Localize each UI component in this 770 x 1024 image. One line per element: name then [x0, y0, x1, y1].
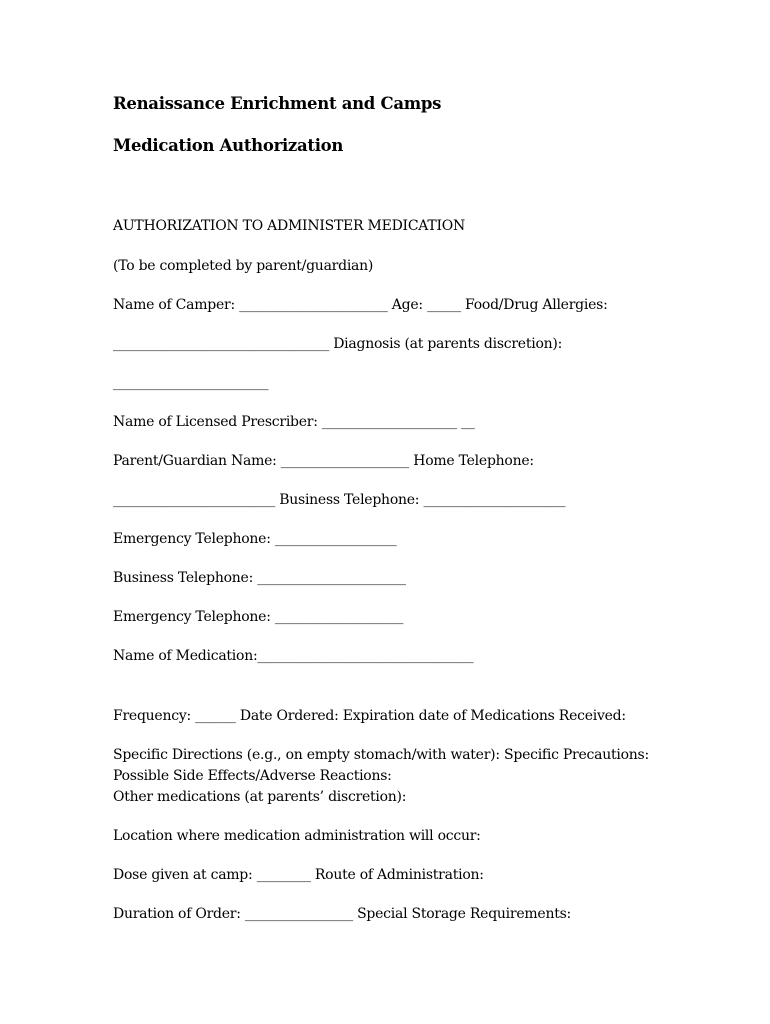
frequency-dates-field: Frequency: ______ Date Ordered: Expiration date of Medications Received: [113, 708, 626, 724]
instructions-text: (To be completed by parent/guardian) [113, 258, 374, 274]
business-telephone-field: Business Telephone: ______________________ [113, 570, 406, 586]
emergency-telephone-field: Emergency Telephone: __________________ [113, 531, 397, 547]
licensed-prescriber-field: Name of Licensed Prescriber: ____________________ __ [113, 414, 475, 430]
administration-location-field: Location where medication administration will occur: [113, 828, 481, 844]
parent-guardian-home-telephone-field: Parent/Guardian Name: ___________________ Home Telephone: [113, 453, 534, 469]
directions-precautions-field: Specific Directions (e.g., on empty stomach/with water): Specific Precautions: [113, 747, 649, 763]
dose-route-field: Dose given at camp: ________ Route of Administration: [113, 867, 484, 883]
diagnosis-blank-field: _______________________ [113, 375, 269, 391]
medication-name-field: Name of Medication:________________________________ [113, 648, 474, 664]
duration-storage-field: Duration of Order: ________________ Special Storage Requirements: [113, 906, 571, 922]
organization-title: Renaissance Enrichment and Camps [113, 94, 442, 113]
emergency-telephone-field-2: Emergency Telephone: ___________________ [113, 609, 404, 625]
other-medications-field: Other medications (at parents’ discretion): [113, 789, 407, 805]
home-business-telephone-field: ________________________ Business Telephone: _____________________ [113, 492, 566, 508]
form-title: Medication Authorization [113, 136, 344, 155]
allergies-diagnosis-field: ________________________________ Diagnosis (at parents discretion): [113, 336, 563, 352]
side-effects-field: Possible Side Effects/Adverse Reactions: [113, 768, 392, 784]
section-title: AUTHORIZATION TO ADMINISTER MEDICATION [113, 218, 465, 234]
camper-name-age-allergies-field: Name of Camper: ______________________ Age: _____ Food/Drug Allergies: [113, 297, 608, 313]
